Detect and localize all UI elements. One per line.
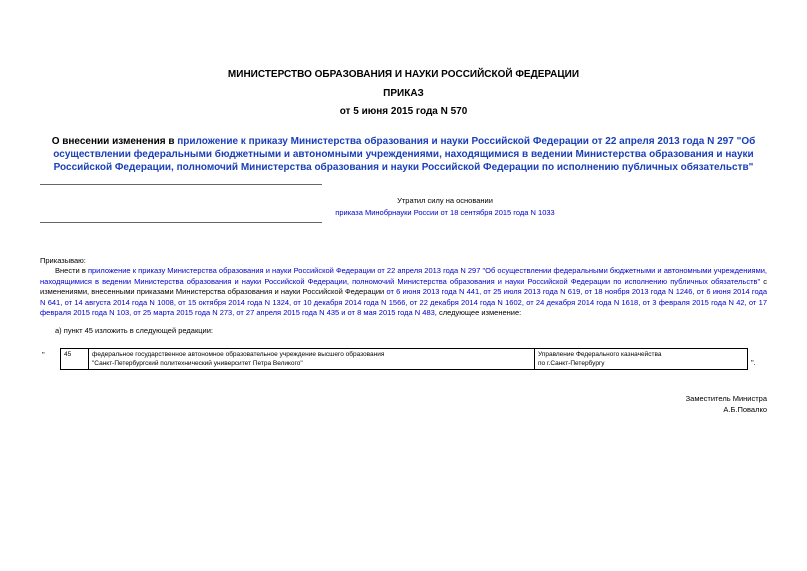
- treasury-line1: Управление Федерального казначейства: [538, 351, 662, 358]
- p1-mid: с изменениями, внесенными приказами Министерства образования и науки Российской Федерации: [40, 276, 767, 297]
- org-table: [60, 348, 748, 370]
- title-link[interactable]: приложение к приказу Министерства образования и науки Российской Федерации от 22 апреля 2013 года N 297 "Об осуществлении федеральными бюджетными и автономными учреждениями, находящимися в ведении Министерства образования и науки Российской Федерации, полномочий Министерства образования и науки Российской Федерации по исполнению публичных обязательств": [53, 136, 756, 173]
- ministry-heading: МИНИСТЕРСТВО ОБРАЗОВАНИЯ И НАУКИ РОССИЙСКОЙ ФЕДЕРАЦИИ: [227, 69, 580, 80]
- org-name-line2: "Санкт-Петербургский политехнический университет Петра Великого": [92, 360, 303, 367]
- item-a: а) пункт 45 изложить в следующей редакции:: [55, 326, 213, 335]
- order-word: Приказываю:: [40, 256, 86, 265]
- amendments-link[interactable]: от 6 июня 2013 года N 441, от 25 июля 2013 года N 619, от 18 ноября 2013 года N 1246, от 6 июня 2014 года N 641, от 14 августа 2014 года N 1008, от 15 октября 2014 года N 1324, от 10 декабря 2014 года N 1566, от 22 декабря 2014 года N 1602, от 24 декабря 2014 года N 1618, от 3 февраля 2015 года N 42, от 17 февраля 2015 года N 103, от 25 марта 2015 года N 273, от 27 апреля 2015 года N 435 и от 8 мая 2015 года N 483: [40, 287, 767, 318]
- title-prefix: О внесении изменения в: [51, 136, 178, 147]
- treasury-line2: по г.Санкт-Петербургу: [538, 360, 605, 367]
- signature-block: [686, 393, 767, 415]
- table-row: [61, 349, 748, 370]
- open-quote: ": [42, 350, 45, 359]
- close-quote: ".: [751, 358, 756, 367]
- org-name-cell: [89, 349, 535, 370]
- notice-text: Утратил силу на основании: [397, 196, 493, 205]
- p1-end: , следующее изменение:: [434, 308, 522, 318]
- document-title: [40, 135, 767, 174]
- divider-bottom: [40, 222, 322, 223]
- order-paragraph: [40, 266, 767, 319]
- divider-top: [40, 184, 322, 185]
- status-notice: [240, 196, 650, 218]
- p1-link[interactable]: приложение к приказу Министерства образования и науки Российской Федерации от 22 апреля 2013 года N 297 "Об осуществлении федеральными бюджетными и автономными учреждениями, находящимися в ведении Министерства образования и науки Российской Федерации, полномочий Министерства образования и науки Российской Федерации по исполнению публичных обязательств": [40, 266, 768, 286]
- signer-position: Заместитель Министра: [685, 394, 767, 403]
- treasury-cell: [535, 349, 748, 370]
- document-type: ПРИКАЗ: [383, 88, 424, 99]
- signer-name: А.Б.Повалко: [723, 405, 767, 414]
- notice-link[interactable]: приказа Минобрнауки России от 18 сентября 2015 года N 1033: [335, 208, 555, 217]
- org-name-line1: федеральное государственное автономное образовательное учреждение высшего образования: [92, 351, 385, 358]
- p1-start: Внести в: [55, 266, 88, 275]
- document-date-number: от 5 июня 2015 года N 570: [339, 106, 468, 117]
- row-number: 45: [61, 349, 89, 370]
